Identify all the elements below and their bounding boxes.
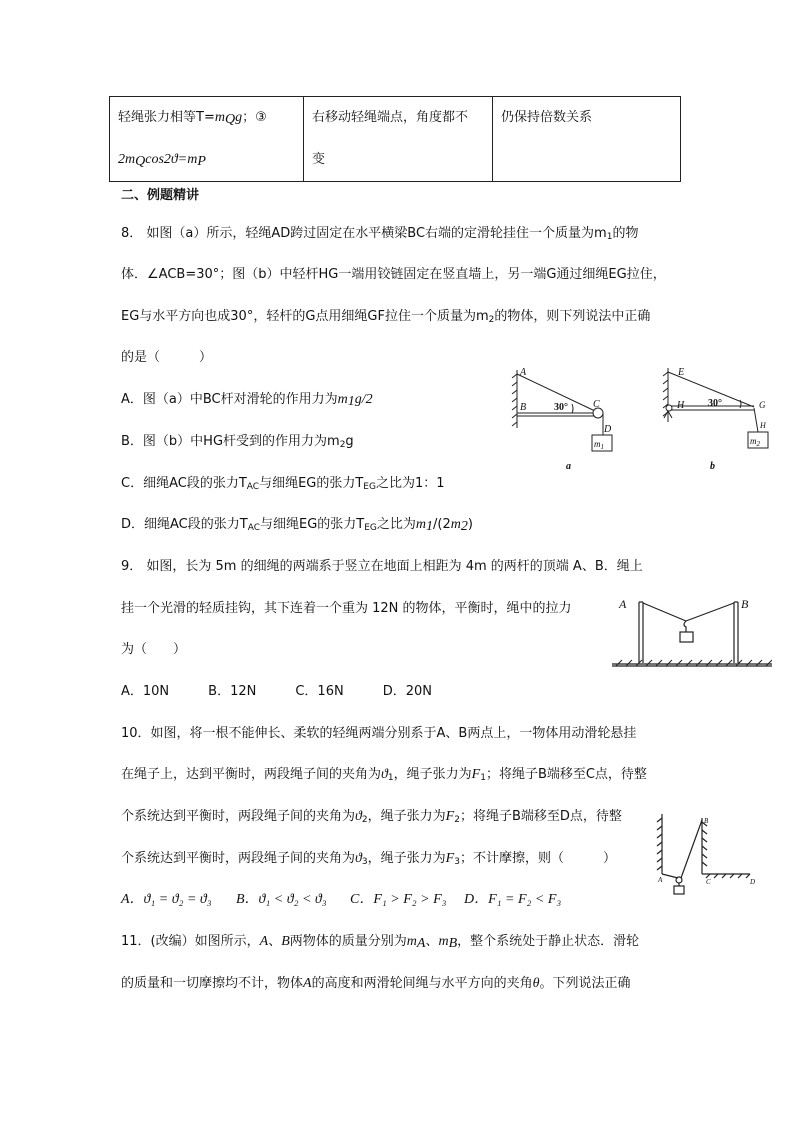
label-e: E [678,367,685,378]
summary-table [109,96,681,182]
table-cell-1: 轻绳张力相等$T=m_Qg$；③ $2m_Q\cos 2ϑ=m_P$ [110,97,304,182]
rope-left [643,603,686,621]
label-b: B [520,402,527,413]
q10-line-1: 10．如图，将一根不能伸长、柔软的轻绳两端分别系于A、B两点上，一物体用动滑轮悬挂 [121,726,637,741]
label-b: B [741,597,749,611]
label-h-low: H [760,421,766,430]
q8-line-2: 体．∠ACB=30°；图（b）中轻杆HG一端用铰链固定在竖直墙上，另一端G通过细绳EG拉住， [121,267,666,282]
label-g: G [759,400,766,410]
figure-q10 [652,808,760,900]
mass-block-q10 [674,886,684,894]
label-a: A [658,876,663,884]
angle-label-b: 30° [708,398,722,409]
q8-option-a: A．图（a）中BC杆对滑轮的作用力为$m_1g/2$ [121,392,373,409]
label-a: A [619,597,627,611]
rope-gf [754,408,758,432]
table-cell-3: 仍保持倍数关系 [493,97,681,182]
q9-line-2: 挂一个光滑的轻质挂钩，其下连着一个重为 12N 的物体，平衡时，绳中的拉力 [121,601,572,616]
q9-line-1: 9． 如图，长为 5m 的细绳的两端系于竖立在地面上相距为 4m 的两杆的顶端 A、B．绳上 [121,559,643,574]
rope-right [686,603,734,621]
figure-a [508,364,628,474]
hook-icon [684,621,686,632]
q9-line-3: 为（ ） [121,642,187,657]
label-d: D [604,424,612,435]
weight-block [680,632,693,642]
rope-right-q10 [681,820,702,878]
label-h: H [677,400,685,411]
caption-a: a [566,461,571,472]
q10-option-c: C．F₁ > F₂ > F₃ [350,892,447,907]
q8-option-d: D．细绳AC段的张力$T_{AC}$与细绳EG的张力$T_{EG}$之比为$m_1/(2m_2)$ [121,517,473,534]
svg-text:m1: $m_1$ [594,439,604,451]
label-c: C [706,878,711,886]
q8-option-b: B．图（b）中HG杆受到的作用力为$m_2g$ [121,434,354,450]
q10-option-b: B．ϑ₁ < ϑ₂ < ϑ₃ [236,892,327,907]
label-b: B [704,817,709,825]
q10-line-3: 个系统达到平衡时，两段绳子间的夹角为$ϑ_2$，绳子张力为$F_2$；将绳子B端移至D点，待整 [121,809,622,825]
label-c: C [593,399,600,410]
table-cell-2: 右移动轻绳端点，角度都不 变 [304,97,493,182]
label-a: A [520,367,527,378]
pulley-icon [676,877,682,883]
section-heading: 二、例题精讲 [121,188,200,203]
label-d: D [750,878,756,886]
figure-q9 [612,592,772,672]
q8-line-4: 的是（ ） [121,350,213,365]
figure-b [656,362,776,474]
caption-b: b [710,461,715,472]
angle-label-a: 30° [554,402,568,413]
q8-line-3: EG与水平方向也成30°，轻杆的G点用细绳GF拉住一个质量为$m_2$的物体，则下列说法中正确 [121,309,651,325]
q10-option-d: D．F₁ = F₂ < F₃ [464,892,562,907]
q10-line-4: 个系统达到平衡时，两段绳子间的夹角为$ϑ_3$，绳子张力为$F_3$；不计摩擦，则（ ） [121,851,616,867]
q9-options: A．10N B．12N C．16N D．20N [121,684,432,699]
q10-option-a: A．ϑ₁ = ϑ₂ = ϑ₃ [121,892,212,907]
q8-line-1: 8． 如图（a）所示，轻绳AD跨过固定在水平横梁BC右端的定滑轮挂住一个质量为$m_1$的物 [121,226,639,242]
rope-left-q10 [662,874,678,878]
svg-text:m2: $m_2$ [750,436,760,448]
q8-option-c: C．细绳AC段的张力$T_{AC}$与细绳EG的张力$T_{EG}$之比为1：1 [121,476,445,492]
q10-line-2: 在绳子上，达到平衡时，两段绳子间的夹角为$ϑ_1$，绳子张力为$F_1$；将绳子B端移至C点，待整 [121,767,647,783]
q11-line-1: 11．(改编）如图所示，A、B两物体的质量分别为$m_A$、$m_B$，整个系统处于静止状态．滑轮 [121,934,640,951]
table-row [110,97,681,182]
q11-line-2: 的质量和一切摩擦均不计，物体A的高度和两滑轮间绳与水平方向的夹角θ。下列说法正确 [121,976,631,991]
